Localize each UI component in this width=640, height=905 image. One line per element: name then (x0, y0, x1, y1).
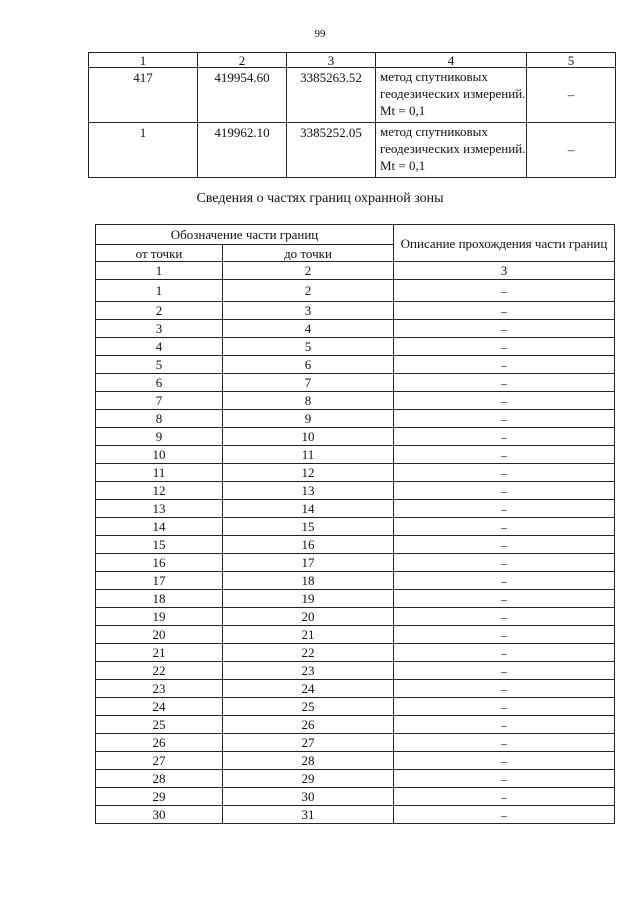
table-row (96, 410, 615, 428)
boundary-description: – (394, 608, 615, 626)
to-point: 15 (223, 518, 394, 536)
table-row (96, 518, 615, 536)
to-point: 9 (223, 410, 394, 428)
table-row (96, 680, 615, 698)
table-row (96, 280, 615, 302)
from-point: 13 (96, 500, 223, 518)
coordinate-x: 419954.60 (198, 68, 287, 123)
to-point: 19 (223, 590, 394, 608)
column-number: 1 (96, 262, 223, 280)
to-point: 12 (223, 464, 394, 482)
table-row (96, 320, 615, 338)
from-point: 4 (96, 338, 223, 356)
coordinates-table-header (89, 53, 616, 68)
table-row (96, 356, 615, 374)
to-point: 4 (223, 320, 394, 338)
from-point: 12 (96, 482, 223, 500)
boundary-description: – (394, 500, 615, 518)
from-point: 10 (96, 446, 223, 464)
to-point: 3 (223, 302, 394, 320)
to-point: 21 (223, 626, 394, 644)
from-point: 3 (96, 320, 223, 338)
header-boundary-description: Описание прохождения части границ (394, 225, 615, 262)
boundary-description: – (394, 662, 615, 680)
table-row (96, 788, 615, 806)
from-point: 25 (96, 716, 223, 734)
to-point: 8 (223, 392, 394, 410)
boundary-description: – (394, 320, 615, 338)
boundary-description: – (394, 644, 615, 662)
boundary-description: – (394, 446, 615, 464)
table-row (96, 302, 615, 320)
from-point: 30 (96, 806, 223, 824)
table-row (96, 446, 615, 464)
to-point: 17 (223, 554, 394, 572)
from-point: 22 (96, 662, 223, 680)
boundary-description: – (394, 536, 615, 554)
to-point: 10 (223, 428, 394, 446)
boundary-description: – (394, 788, 615, 806)
from-point: 27 (96, 752, 223, 770)
boundary-description: – (394, 680, 615, 698)
boundary-description: – (394, 356, 615, 374)
boundary-description: – (394, 410, 615, 428)
from-point: 20 (96, 626, 223, 644)
to-point: 13 (223, 482, 394, 500)
note-cell: – (527, 123, 616, 178)
from-point: 29 (96, 788, 223, 806)
to-point: 16 (223, 536, 394, 554)
table-row (96, 716, 615, 734)
from-point: 19 (96, 608, 223, 626)
boundary-description: – (394, 554, 615, 572)
table-row (96, 644, 615, 662)
column-number: 3 (287, 53, 376, 68)
boundary-description: – (394, 572, 615, 590)
boundary-description: – (394, 734, 615, 752)
table-row (96, 608, 615, 626)
boundary-description: – (394, 716, 615, 734)
coordinate-x: 419962.10 (198, 123, 287, 178)
boundary-description: – (394, 770, 615, 788)
to-point: 14 (223, 500, 394, 518)
table-row (96, 734, 615, 752)
from-point: 24 (96, 698, 223, 716)
column-number: 4 (376, 53, 527, 68)
from-point: 26 (96, 734, 223, 752)
table-row (96, 626, 615, 644)
boundary-description: – (394, 752, 615, 770)
table-row (96, 752, 615, 770)
boundary-table-header (96, 225, 615, 245)
note-cell: – (527, 68, 616, 123)
coordinates-table (88, 52, 616, 178)
to-point: 20 (223, 608, 394, 626)
table-row (96, 428, 615, 446)
from-point: 23 (96, 680, 223, 698)
table-row (96, 572, 615, 590)
table-row (96, 374, 615, 392)
from-point: 5 (96, 356, 223, 374)
table-row (96, 554, 615, 572)
table-row (96, 500, 615, 518)
boundary-description: – (394, 518, 615, 536)
from-point: 15 (96, 536, 223, 554)
table-row (96, 662, 615, 680)
column-number: 5 (527, 53, 616, 68)
table-row (96, 338, 615, 356)
header-from-point: от точки (96, 245, 223, 262)
to-point: 24 (223, 680, 394, 698)
table-row (96, 806, 615, 824)
boundary-description: – (394, 806, 615, 824)
coordinate-y: 3385252.05 (287, 123, 376, 178)
from-point: 1 (96, 280, 223, 302)
to-point: 29 (223, 770, 394, 788)
column-number: 2 (223, 262, 394, 280)
to-point: 28 (223, 752, 394, 770)
to-point: 2 (223, 280, 394, 302)
boundary-parts-table (95, 224, 615, 824)
to-point: 7 (223, 374, 394, 392)
from-point: 17 (96, 572, 223, 590)
boundary-description: – (394, 338, 615, 356)
header-boundary-designation: Обозначение части границ (96, 225, 394, 245)
table-row (89, 68, 616, 123)
from-point: 9 (96, 428, 223, 446)
from-point: 11 (96, 464, 223, 482)
to-point: 6 (223, 356, 394, 374)
to-point: 22 (223, 644, 394, 662)
boundary-description: – (394, 698, 615, 716)
from-point: 18 (96, 590, 223, 608)
to-point: 27 (223, 734, 394, 752)
header-to-point: до точки (223, 245, 394, 262)
table-row (96, 536, 615, 554)
column-number: 1 (89, 53, 198, 68)
boundary-rows (96, 280, 615, 824)
from-point: 7 (96, 392, 223, 410)
boundary-description: – (394, 280, 615, 302)
boundary-description: – (394, 590, 615, 608)
boundary-description: – (394, 374, 615, 392)
boundary-description: – (394, 302, 615, 320)
boundary-description: – (394, 626, 615, 644)
to-point: 23 (223, 662, 394, 680)
boundary-description: – (394, 482, 615, 500)
boundary-description: – (394, 392, 615, 410)
column-numbers-row (96, 262, 615, 280)
page-number: 99 (314, 28, 326, 40)
method-description: метод спутниковых геодезических измерений. Mt = 0,1 (376, 68, 527, 123)
table-row (96, 698, 615, 716)
to-point: 18 (223, 572, 394, 590)
from-point: 2 (96, 302, 223, 320)
from-point: 16 (96, 554, 223, 572)
from-point: 6 (96, 374, 223, 392)
section-title: Сведения о частях границ охранной зоны (196, 191, 444, 206)
table-row (96, 464, 615, 482)
to-point: 31 (223, 806, 394, 824)
boundary-description: – (394, 428, 615, 446)
from-point: 8 (96, 410, 223, 428)
to-point: 26 (223, 716, 394, 734)
to-point: 30 (223, 788, 394, 806)
table-row (96, 482, 615, 500)
table-row (96, 590, 615, 608)
method-description: метод спутниковых геодезических измерений. Mt = 0,1 (376, 123, 527, 178)
table-row (96, 770, 615, 788)
to-point: 11 (223, 446, 394, 464)
column-number: 3 (394, 262, 615, 280)
boundary-description: – (394, 464, 615, 482)
from-point: 28 (96, 770, 223, 788)
from-point: 14 (96, 518, 223, 536)
column-number: 2 (198, 53, 287, 68)
point-number: 1 (89, 123, 198, 178)
coordinate-y: 3385263.52 (287, 68, 376, 123)
point-number: 417 (89, 68, 198, 123)
from-point: 21 (96, 644, 223, 662)
to-point: 25 (223, 698, 394, 716)
to-point: 5 (223, 338, 394, 356)
table-row (89, 123, 616, 178)
table-row (96, 392, 615, 410)
